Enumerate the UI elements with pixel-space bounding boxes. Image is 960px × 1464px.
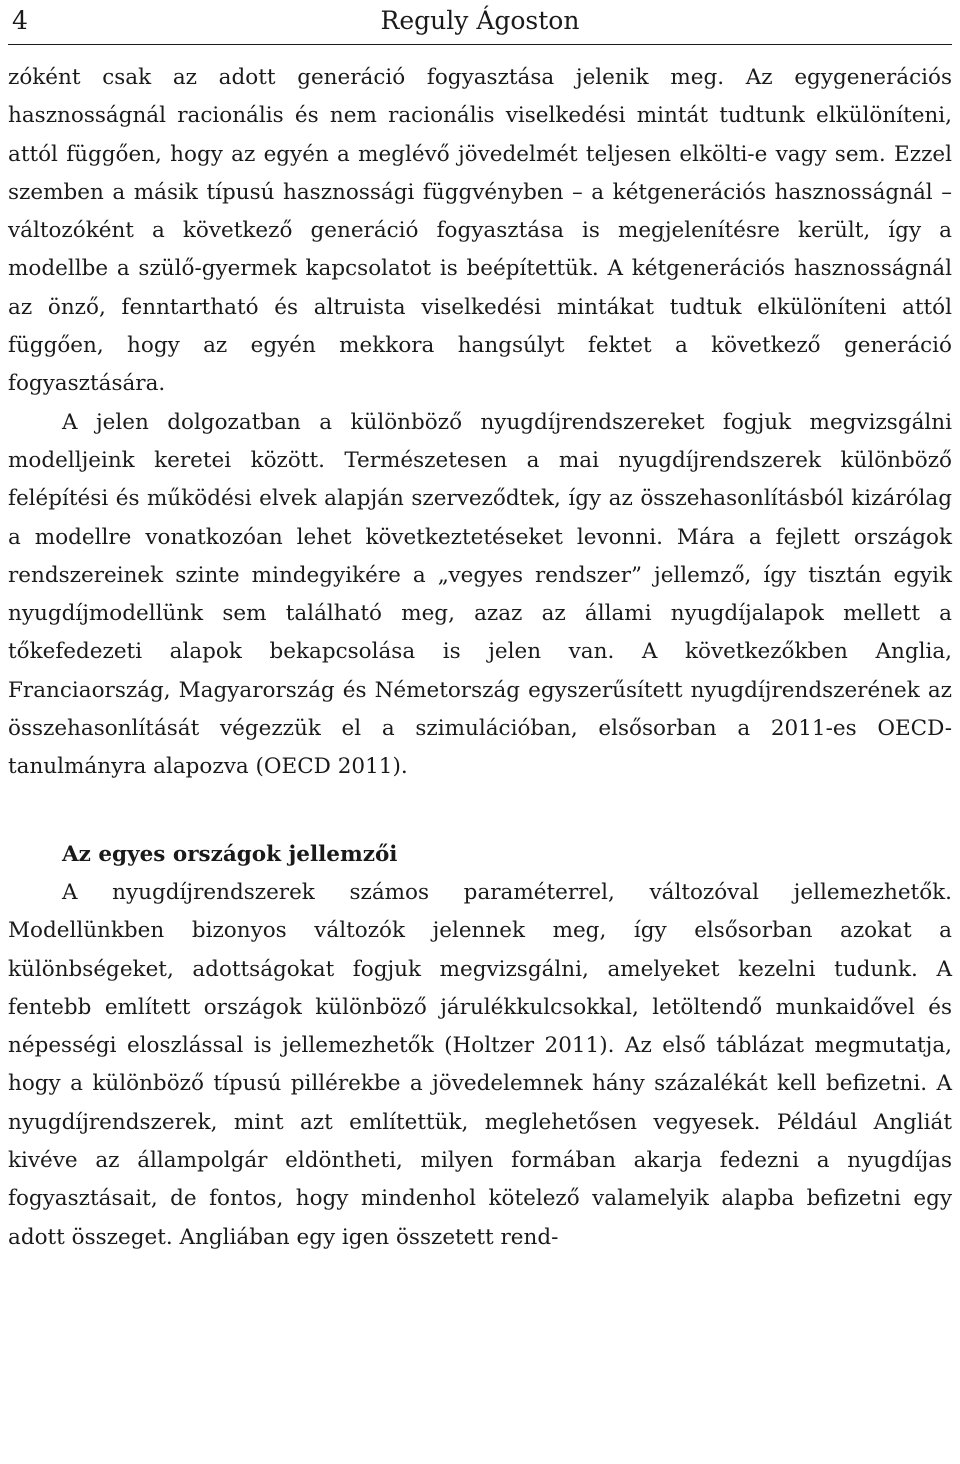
section-heading: Az egyes országok jellemzői [62, 841, 398, 867]
running-title-author: Reguly Ágoston [380, 6, 580, 35]
running-header [8, 0, 952, 45]
body-text [8, 59, 952, 1257]
paragraph-country-characteristics: A nyugdíjrendszerek számos paraméterrel, változóval jellemezhetők. Modellünkben bizonyos változók jelennek meg, így elsősorban azokat a különbségeket, adottságokat fogjuk megvizsgálni, amelyeket kezelni tudunk. A fentebb említett országok különböző járulékkulcsokkal, letöltendő munkaidővel és népességi eloszlással is jellemezhetők (Holtzer 2011). Az első táblázat megmutatja, hogy a különböző típusú pillérekbe a jövedelemnek hány százalékát kell befizetni. A nyugdíjrendszerek, mint azt említettük, meglehetősen vegyesek. Például Angliát kivéve az állampolgár eldöntheti, milyen formában akarja fedezni a nyugdíjas fogyasztásait, de fontos, hogy mindenhol kötelező valamelyik alapba befizetni egy adott összeget. Angliában egy igen összetett rend- [8, 879, 952, 1250]
paragraph-pension-systems: A jelen dolgozatban a különböző nyugdíjrendszereket fogjuk megvizsgálni modelljeink keretei között. Természetesen a mai nyugdíjrendszerek különböző felépítési és működési elvek alapján szerveződtek, így az összehasonlításból kizárólag a modellre vonatkozóan lehet következtetéseket levonni. Mára a fejlett országok rendszereinek szinte mindegyikére a „vegyes rendszer” jellemző, így tisztán egyik nyugdíjmodellünk sem található meg, azaz az állami nyugdíjalapok mellett a tőkefedezeti alapok bekapcsolása is jelen van. A következőkben Anglia, Franciaország, Magyarország és Németország egyszerűsített nyugdíjrendszerének az összehasonlítását végezzük el a szimulációban, elsősorban a 2011-es OECD-tanulmányra alapozva (OECD 2011). [8, 409, 952, 780]
page-number: 4 [12, 6, 28, 35]
paragraph-continued: zóként csak az adott generáció fogyasztása jelenik meg. Az egygenerációs hasznosságnál racionális és nem racionális viselkedési mintát tudtunk elkülöníteni, attól függően, hogy az egyén a meglévő jövedelmét teljesen elkölti-e vagy sem. Ezzel szemben a másik típusú hasznossági függvényben – a kétgenerációs hasznosságnál – változóként a következő generáció fogyasztása is megjelenítésre került, így a modellbe a szülő-gyermek kapcsolatot is beépítettük. A kétgenerációs hasznosságnál az önző, fenntartható és altruista viselkedési mintákat tudtuk elkülöníteni attól függően, hogy az egyén mekkora hangsúlyt fektet a következő generáció fogyasztására. [8, 65, 952, 397]
